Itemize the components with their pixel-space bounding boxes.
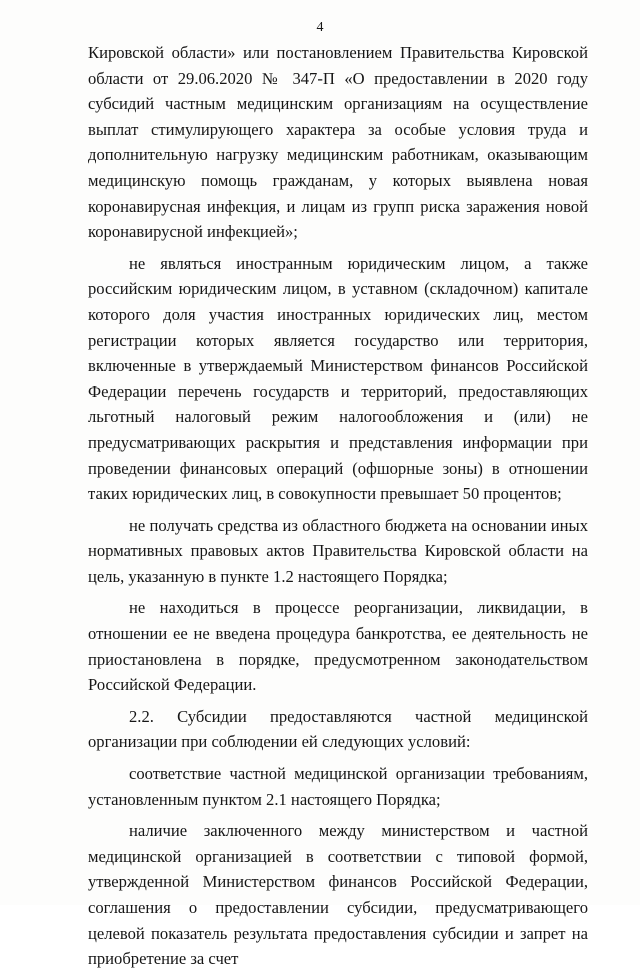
paragraph-no-reorganization: не находиться в процессе реорганизации, ликвидации, в отношении ее не введена процедура банкротства, ее деятельность не приостановлена в порядке, предусмотренном законодательством Российской Федерации.	[88, 598, 588, 695]
page-number: 4	[316, 20, 324, 35]
paragraph-continuation: Кировской области» или постановлением Правительства Кировской области от 29.06.2020 № 347-П «О предоставлении в 2020 году субсидий частным медицинским организациям на осуществление выплат стимулирующего характера за особые условия труда и дополнительную нагрузку медицинским работникам, оказывающим медицинскую помощь гражданам, у которых выявлена новая коронавирусная инфекция, и лицам из групп риска заражения новой коронавирусной инфекцией»;	[88, 43, 588, 242]
paragraph-compliance-requirements: соответствие частной медицинской организации требованиям, установленным пунктом 2.1 настоящего Порядка;	[88, 764, 588, 809]
document-body	[88, 40, 588, 972]
paragraph-foreign-entity-condition: не являться иностранным юридическим лицом, а также российским юридическим лицом, в уставном (складочном) капитале которого доля участия иностранных юридических лиц, местом регистрации которых является государство или территория, включенные в утверждаемый Министерством финансов Российской Федерации перечень государств и территорий, предоставляющих льготный налоговый режим налогообложения и (или) не предусматривающих раскрытия и представления информации при проведении финансовых операций (офшорные зоны) в отношении таких юридических лиц, в совокупности превышает 50 процентов;	[88, 253, 588, 504]
paragraph-section-2-2: 2.2. Субсидии предоставляются частной медицинской организации при соблюдении ей следующих условий:	[88, 706, 588, 752]
paragraph-agreement-condition: наличие заключенного между министерством и частной медицинской организацией в соответствии с типовой формой, утвержденной Министерством финансов Российской Федерации, соглашения о предоставлении субсидии, предусматривающего целевой показатель результата предоставления субсидии и запрет на приобретение за счет	[88, 821, 588, 969]
paragraph-no-other-budget-funds: не получать средства из областного бюджета на основании иных нормативных правовых актов Правительства Кировской области на цель, указанную в пункте 1.2 настоящего Порядка;	[88, 515, 588, 586]
